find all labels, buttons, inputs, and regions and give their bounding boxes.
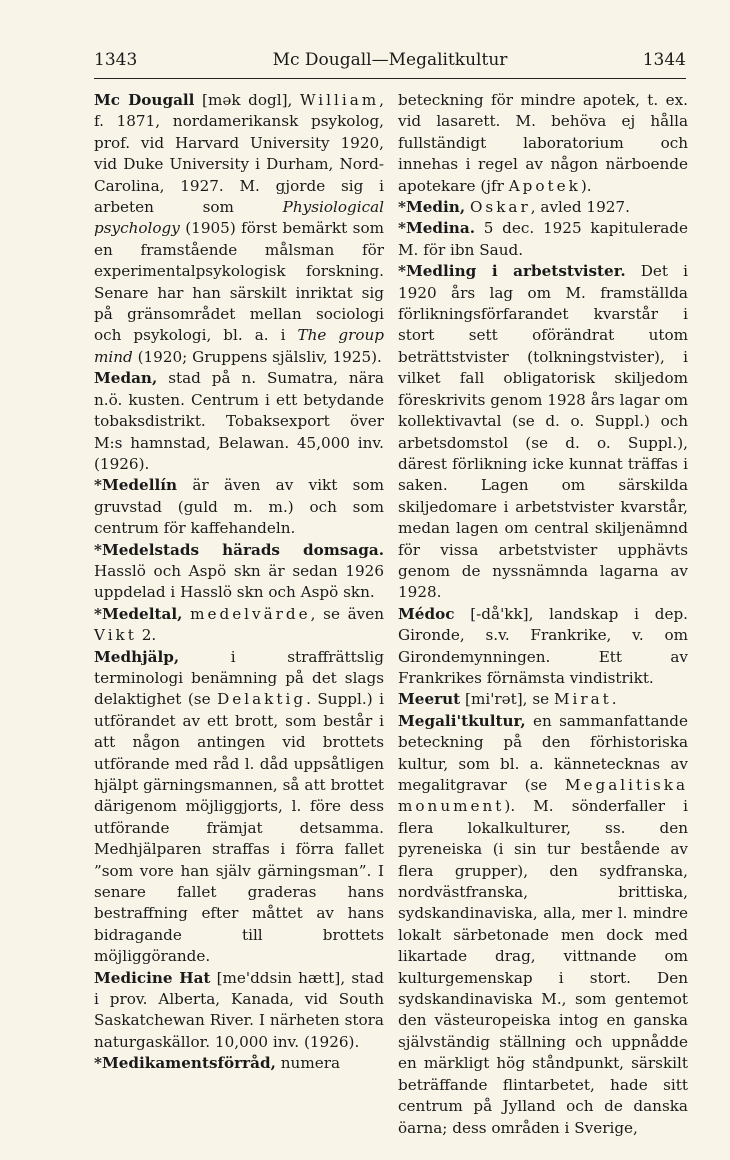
spaced-name: Oskar xyxy=(469,198,531,217)
entry-text: (1905) först bemärkt som en framstående målsman för experimentalpsykologisk forskning. Senare har han särskilt inriktat sig på gränsområdet mellan sociologi och psykologi, bl. a. i xyxy=(94,219,384,345)
entry-text: , avled 1927. xyxy=(530,198,630,217)
headword: *Medelstads härads domsaga. xyxy=(94,540,384,559)
entry-medina xyxy=(398,218,688,261)
headword: *Medellín xyxy=(94,476,178,495)
headword: Medan, xyxy=(94,369,158,388)
headword: *Medina. xyxy=(398,219,475,238)
headword: Medhjälp, xyxy=(94,647,180,666)
spaced-reference: Delaktig xyxy=(217,690,307,709)
entry-text: ). M. sönderfaller i flera lokalkulturer, ss. den pyreneiska (i sin tur bestående av flera grupper), den sydfranska, nordvästfranska, brittiska, sydskandinaviska, alla, mer l. mindre lokalt särbetonade men dock med likartade drag, vittnande om kulturgemenskap i stort. Den sydskandinaviska M., som gentemot den västeuropeiska intog en ganska självständig ställning och uppnådde en märkligt hög ståndpunkt, särskilt beträffande flintarbetet, hade sitt centrum på Jylland och de danska öarna; dess områden i Sverige, xyxy=(398,797,688,1137)
spaced-reference: Megalitiska monument xyxy=(398,776,688,816)
entry-text: en sammanfattande beteckning på den förhistoriska kultur, som bl. a. kännetecknas av megalitgravar (se xyxy=(398,711,688,794)
entry-medikamentsforrad xyxy=(94,1053,384,1074)
entry-medelstads xyxy=(94,540,384,604)
headword: *Medikamentsförråd, xyxy=(94,1054,276,1073)
entry-text: . Suppl.) i utförandet av ett brott, som består i att någon antingen vid brottets utförande med råd l. dåd uppsåtligen hjälpt gärningsmannen, så att brottet därigenom möjliggjorts, l. före dess utförande främjat detsamma. Medhjälparen straffas i förra fallet ”som vore han själv gärningsman”. I senare fallet graderas hans bestraffning efter måttet av hans bidragande till brottets möjliggörande. xyxy=(94,690,384,966)
headword: Megali'tkultur, xyxy=(398,711,526,730)
entry-text: stad på n. Sumatra, nära n.ö. kusten. Centrum i ett betydande tobaksdistrikt. Tobaksexport över M:s hamnstad, Belawan. 45,000 inv. (1926). xyxy=(94,369,384,473)
entry-text: beteckning för mindre apotek, t. ex. vid lasarett. M. behöva ej hålla fullständigt laboratorium och innehas i regel av någon närboende apotekare (jfr xyxy=(398,91,688,195)
entry-medoc xyxy=(398,604,688,690)
headword: Meerut xyxy=(398,690,461,709)
book-title: Physiological psychology xyxy=(94,198,384,238)
entry-medeltal xyxy=(94,604,384,647)
entry-text: Hasslö och Aspö skn är sedan 1926 uppdelad i Hasslö skn och Aspö skn. xyxy=(94,561,384,602)
entry-medicine-hat xyxy=(94,968,384,1054)
entry-text: (1920; Gruppens själsliv, 1925). xyxy=(132,347,382,366)
page-number-right: 1344 xyxy=(642,50,686,70)
headword: *Medin, xyxy=(398,198,466,217)
headword: *Medling i arbetstvister. xyxy=(398,262,626,281)
entry-mc-dougall xyxy=(94,90,384,368)
right-column xyxy=(398,90,688,1139)
entry-text: , se även xyxy=(310,604,385,623)
entry-medhjalp xyxy=(94,647,384,968)
headword: Medicine Hat xyxy=(94,968,211,987)
running-header xyxy=(94,50,686,72)
spaced-name: William xyxy=(299,91,380,109)
headword: Médoc xyxy=(398,604,455,623)
page-number-left: 1343 xyxy=(94,50,138,70)
headword: Mc Dougall xyxy=(94,91,195,109)
spaced-reference: Apotek xyxy=(508,176,581,195)
entry-text: [mək dogl], xyxy=(194,91,300,109)
entry-text: är även av vikt som gruvstad (guld m. m.) och som centrum för kaffehandeln. xyxy=(94,476,384,538)
entry-text: , f. 1871, nordamerikansk psykolog, prof. vid Harvard University 1920, vid Duke University i Durham, Nord-Carolina, 1927. M. gjorde sig i arbeten som xyxy=(94,91,384,217)
entry-medling xyxy=(398,261,688,604)
spaced-reference: medelvärde xyxy=(190,604,311,623)
continued-entry xyxy=(398,90,688,197)
entry-medin xyxy=(398,197,688,218)
header-rule xyxy=(94,78,686,79)
entry-text: [me'ddsin hætt], stad i prov. Alberta, Kanada, vid South Saskatchewan River. I närheten stora naturgaskällor. 10,000 inv. (1926). xyxy=(94,968,384,1051)
entry-text: 2. xyxy=(136,626,157,645)
left-column xyxy=(94,90,384,1075)
entry-text: 5 dec. 1925 kapitulerade M. för ibn Saud. xyxy=(398,219,688,259)
entry-megalitkultur xyxy=(398,711,688,1139)
entry-text: [-då'kk], landskap i dep. Gironde, s.v. Frankrike, v. om Girondemynningen. Ett av Frankrikes förnämsta vindistrikt. xyxy=(398,604,688,687)
entry-text: Det i 1920 års lag om M. framställda förlikningsförfarandet kvarstår i stort sett oförändrat utom beträttstvister (tolkningstvister), i vilket fall obligatorisk skiljedom föreskrivits genom 1928 års lagar om kollektivavtal (se d. o. Suppl.) och arbetsdomstol (se d. o. Suppl.), därest förlikning icke kunnat träffas i saken. Lagen om särskilda skiljedomare i arbetstvister kvarstår, medan lagen om central skiljenämnd för vissa arbetstvister upphävts genom de nyssnämnda lagarna av 1928. xyxy=(398,262,688,602)
entry-text xyxy=(182,605,190,623)
entry-medellin xyxy=(94,475,384,539)
entry-text: numera xyxy=(275,1054,341,1073)
headword: *Medeltal, xyxy=(94,604,183,623)
entry-medan xyxy=(94,368,384,475)
running-title: Mc Dougall—Megalitkultur xyxy=(272,50,508,70)
book-title: The group mind xyxy=(94,326,384,366)
entry-text: ). xyxy=(580,176,592,195)
spaced-reference: Mirat xyxy=(553,690,612,709)
entry-meerut xyxy=(398,689,688,710)
entry-text: [mi'rət], se xyxy=(460,690,554,709)
entry-text: . xyxy=(611,690,617,709)
spaced-reference: Vikt xyxy=(94,626,137,645)
entry-text: i straffrättslig terminologi benämning på det slags delaktighet (se xyxy=(94,647,384,709)
